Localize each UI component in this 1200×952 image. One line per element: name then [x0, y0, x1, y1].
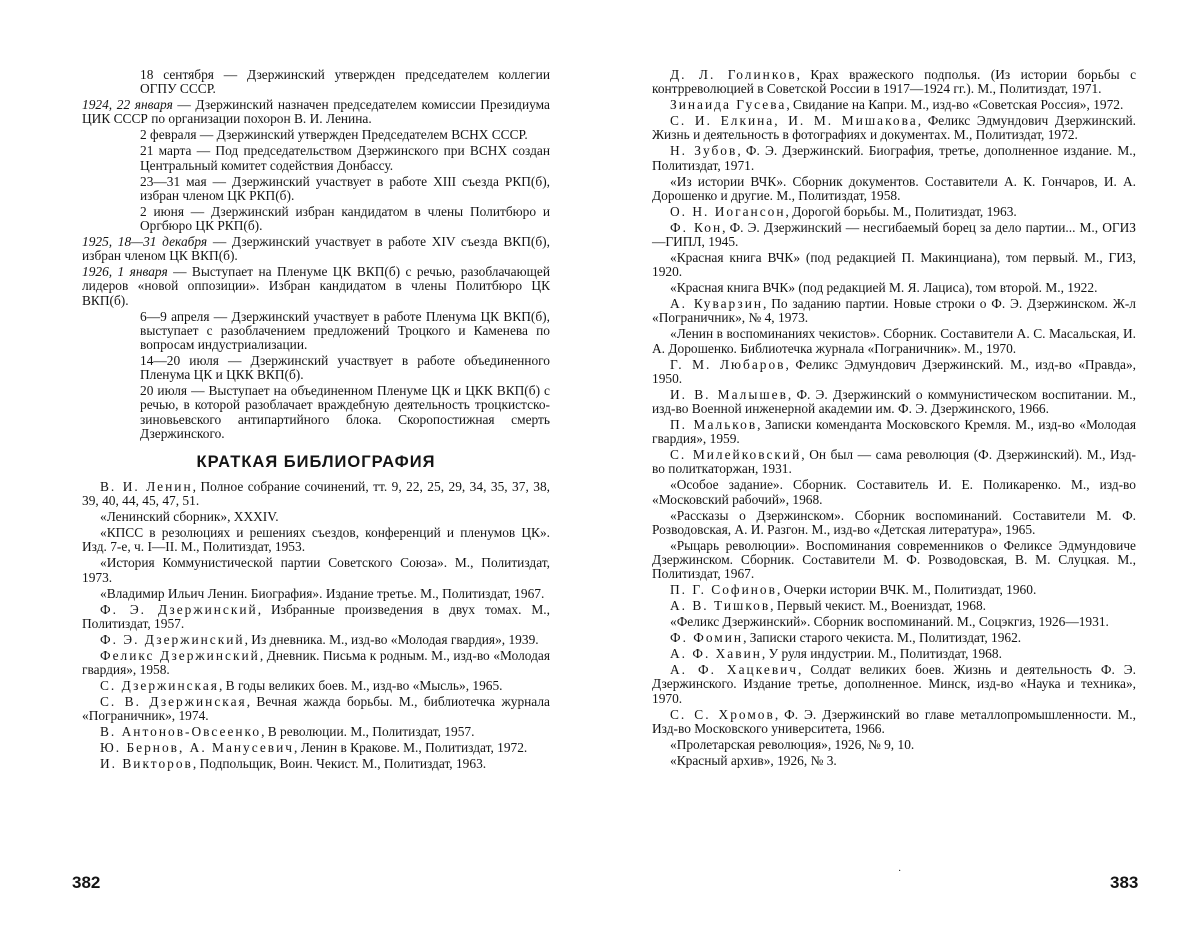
bibliography-text: , Записки коменданта Московского Кремля. М., изд-во «Молодая гвардия», 1959. — [652, 417, 1136, 447]
bibliography-author: А. В. Тишков — [670, 598, 771, 614]
bibliography-entry — [652, 98, 1136, 112]
bibliography-author: Зинаида Гусева — [670, 97, 787, 113]
bibliography-entry — [652, 144, 1136, 172]
bibliography-entry — [82, 695, 550, 723]
bibliography-entry — [652, 708, 1136, 736]
chronology-text: 2 февраля — Дзержинский утвержден Председателем ВСНХ СССР. — [140, 127, 528, 143]
chronology-text: — Дзержинский участвует в работе XIV съезда ВКП(б), избран членом ЦК ВКП(б). — [82, 234, 550, 264]
right-page — [652, 68, 1136, 770]
bibliography-text: , По заданию партии. Новые строки о Ф. Э. Дзержинском. Ж-л «Пограничник», № 4, 1973. — [652, 296, 1136, 326]
chronology-text: 14—20 июля — Дзержинский участвует в работе объединенного Пленума ЦК и ЦКК ВКП(б). — [140, 353, 550, 383]
bibliography-text: , Ф. Э. Дзержинский о коммунистическом воспитании. М., изд-во Военной инженерной академии им. Ф. Э. Дзержинского, 1966. — [652, 386, 1136, 417]
bibliography-author: А. Куварзин — [670, 296, 764, 312]
bibliography-text: , Он был — сама революция (Ф. Дзержинский). М., Изд-во политкаторжан, 1931. — [652, 447, 1136, 477]
chronology-entry — [140, 175, 550, 203]
bibliography-text: «Из истории ВЧК». Сборник документов. Составители А. К. Гончаров, И. А. Дорошенко и другие. М., Политиздат, 1958. — [652, 173, 1136, 203]
bibliography-text: «Владимир Ильич Ленин. Биография». Издание третье. М., Политиздат, 1967. — [100, 585, 545, 601]
bibliography-entry — [82, 725, 550, 739]
bibliography-author: Н. Зубов — [670, 143, 738, 159]
left-page — [82, 68, 550, 773]
bibliography-author: П. Г. Софинов — [670, 582, 777, 598]
chronology-entry — [140, 205, 550, 233]
bibliography-entry — [82, 633, 550, 647]
bibliography-text: , Ленин в Кракове. М., Политиздат, 1972. — [294, 740, 528, 756]
bibliography-text: , Солдат великих боев. Жизнь и деятельность Ф. Э. Дзержинского. Издание третье, дополненное. Минск, изд-во «Наука и техника», 1970. — [652, 662, 1136, 706]
bibliography-text: , Феликс Эдмундович Дзержинский. М., изд-во «Правда», 1950. — [652, 356, 1136, 386]
chronology-text: 18 сентября — Дзержинский утвержден председателем коллегии ОГПУ СССР. — [140, 67, 550, 97]
bibliography-text: , Ф. Э. Дзержинский — несгибаемый борец за дело партии... М., ОГИЗ—ГИПЛ, 1945. — [652, 219, 1136, 250]
bibliography-author: Ф. Э. Дзержинский — [100, 631, 245, 647]
bibliography-text: «Ленин в воспоминаниях чекистов». Сборник. Составители А. С. Масальская, И. А. Дорошенко. Библиотечка журнала «Пограничник». М., 1970. — [652, 326, 1136, 356]
bibliography-entry — [652, 68, 1136, 96]
bibliography-entry — [652, 418, 1136, 446]
bibliography-author: А. Ф. Хавин — [670, 646, 762, 662]
bibliography-text: «Особое задание». Сборник. Составитель И. Е. Поликаренко. М., изд-во «Московский рабочий», 1968. — [652, 477, 1136, 507]
bibliography-author: А. Ф. Хацкевич — [670, 662, 799, 678]
bibliography-text: , Феликс Эдмундович Дзержинский. Жизнь и деятельность в фотографиях и документах. М., Политиздат, 1972. — [652, 113, 1136, 143]
bibliography-entry — [82, 757, 550, 771]
bibliography-text: , Первый чекист. М., Воениздат, 1968. — [770, 598, 986, 614]
bibliography-author: И. В. Малышев — [670, 386, 788, 402]
bibliography-entry — [652, 221, 1136, 249]
bibliography-text: , У руля индустрии. М., Политиздат, 1968. — [761, 646, 1002, 662]
bibliography-author: В. И. Ленин — [100, 479, 193, 495]
bibliography-entry — [82, 679, 550, 693]
bibliography-author: Ф. Кон — [670, 219, 723, 235]
bibliography-author: С. И. Елкина, И. М. Мишакова — [670, 113, 918, 129]
bibliography-right — [652, 68, 1136, 768]
bibliography-left — [82, 480, 550, 771]
bibliography-entry — [82, 480, 550, 508]
bibliography-entry — [652, 663, 1136, 706]
bibliography-text: «Пролетарская революция», 1926, № 9, 10. — [670, 736, 915, 752]
bibliography-text: «Рыцарь революции». Воспоминания современников о Феликсе Эдмундовиче Дзержинском. Сборник. Составители М. Ф. Розводовская, В. М. Слуцкая. М., Политиздат, 1967. — [652, 537, 1136, 582]
chronology-entry — [82, 235, 550, 263]
bibliography-author: В. Антонов-Овсеенко — [100, 724, 262, 740]
bibliography-author: С. Дзержинская — [100, 678, 219, 694]
bibliography-entry — [652, 205, 1136, 219]
bibliography-text: , В революции. М., Политиздат, 1957. — [261, 724, 475, 740]
bibliography-text: «Рассказы о Дзержинском». Сборник воспоминаний. Составители М. Ф. Розводовская, А. И. Разгон. М., изд-во «Детская литература», 1965. — [652, 507, 1136, 537]
bibliography-text: , Полное собрание сочинений, тт. 9, 22, 25, 29, 34, 35, 37, 38, 39, 40, 44, 45, 47, 51. — [82, 479, 550, 509]
bibliography-text: «История Коммунистической партии Советского Союза». М., Политиздат, 1973. — [82, 555, 550, 585]
bibliography-author: Д. Л. Голинков — [670, 67, 797, 82]
bibliography-text: , Вечная жажда борьбы. М., библиотечка журнала «Пограничник», 1974. — [82, 694, 550, 724]
bibliography-entry — [652, 478, 1136, 506]
bibliography-text: , Подпольщик, Воин. Чекист. М., Политиздат, 1963. — [192, 756, 487, 772]
bibliography-author: Ф. Э. Дзержинский — [100, 601, 258, 617]
bibliography-entry — [652, 327, 1136, 355]
bibliography-entry — [652, 281, 1136, 295]
bibliography-entry — [652, 358, 1136, 386]
bibliography-entry — [652, 539, 1136, 582]
bibliography-author: И. Викторов — [100, 756, 193, 772]
page-number-left: 382 — [72, 873, 101, 892]
chronology-entry — [140, 354, 550, 382]
bibliography-author: С. С. Хромов — [670, 706, 775, 722]
bibliography-text: , Дневник. Письма к родным. М., изд-во «Молодая гвардия», 1958. — [82, 647, 550, 678]
bibliography-author: О. Н. Иогансон — [670, 203, 786, 219]
chronology-entry — [140, 144, 550, 172]
bibliography-text: , Записки старого чекиста. М., Политиздат, 1962. — [743, 630, 1022, 646]
bibliography-entry — [652, 615, 1136, 629]
bibliography-author: Феликс Дзержинский — [100, 647, 260, 663]
chronology-text: 2 июня — Дзержинский избран кандидатом в члены Политбюро и Оргбюро ЦК РКП(б). — [140, 203, 550, 234]
bibliography-text: , Избранные произведения в двух томах. М., Политиздат, 1957. — [82, 601, 550, 631]
bibliography-text: «Красная книга ВЧК» (под редакцией М. Я. Лациса), том второй. М., 1922. — [670, 280, 1098, 296]
bibliography-text: , В годы великих боев. М., изд-во «Мысль», 1965. — [218, 678, 503, 694]
bibliography-author: Ф. Фомин — [670, 630, 744, 646]
bibliography-text: , Свидание на Капри. М., изд-во «Советская Россия», 1972. — [786, 97, 1124, 113]
chronology-text: — Выступает на Пленуме ЦК ВКП(б) с речью, разоблачающей лидеров «новой оппозиции». Избран кандидатом в члены Политбюро ЦК ВКП(б). — [82, 264, 550, 308]
bibliography-entry — [652, 175, 1136, 203]
bibliography-entry — [82, 741, 550, 755]
bibliography-entry — [652, 738, 1136, 752]
bibliography-text: «Ленинский сборник», XXXIV. — [100, 509, 279, 525]
bibliography-entry — [82, 587, 550, 601]
chronology-text: 6—9 апреля — Дзержинский участвует в работе Пленума ЦК ВКП(б), выступает с разоблачением предложений Троцкого и Каменева по вопросам индустриализации. — [140, 308, 550, 353]
bibliography-author: С. Милейковский — [670, 447, 802, 463]
bibliography-entry — [652, 114, 1136, 142]
page-number-right: 383 — [1110, 873, 1139, 892]
bibliography-text: , Очерки истории ВЧК. М., Политиздат, 1960. — [776, 582, 1037, 598]
bibliography-entry — [652, 251, 1136, 279]
chronology-text: 21 марта — Под председательством Дзержинского при ВСНХ создан Центральный комитет содействия Донбассу. — [140, 143, 550, 173]
print-speck: · — [898, 866, 902, 877]
chronology-date: 1926, 1 января — [82, 264, 168, 280]
bibliography-author: С. В. Дзержинская — [100, 694, 247, 710]
chronology-date: 1925, 18—31 декабря — [82, 234, 208, 250]
bibliography-text: , Ф. Э. Дзержинский. Биография, третье, дополненное издание. М., Политиздат, 1971. — [652, 143, 1136, 173]
bibliography-entry — [82, 603, 550, 631]
bibliography-text: «КПСС в резолюциях и решениях съездов, конференций и пленумов ЦК». Изд. 7-е, ч. I—II. М., Политиздат, 1953. — [82, 525, 550, 555]
chronology-text: — Дзержинский назначен председателем комиссии Президиума ЦИК СССР по организации похорон В. И. Ленина. — [82, 97, 550, 127]
bibliography-entry — [652, 583, 1136, 597]
bibliography-entry — [652, 388, 1136, 416]
bibliography-author: П. Мальков — [670, 417, 758, 433]
bibliography-author: Г. М. Любаров — [670, 356, 786, 372]
chronology-date: 1924, 22 января — [82, 97, 173, 113]
section-title: КРАТКАЯ БИБЛИОГРАФИЯ — [196, 453, 436, 472]
chronology-text: 23—31 мая — Дзержинский участвует в работе XIII съезда РКП(б), избран членом ЦК РКП(б). — [140, 173, 550, 203]
bibliography-text: «Красный архив», 1926, № 3. — [670, 752, 837, 768]
bibliography-entry — [652, 509, 1136, 537]
bibliography-text: , Дорогой борьбы. М., Политиздат, 1963. — [785, 203, 1017, 219]
chronology-entry — [82, 98, 550, 126]
bibliography-text: «Феликс Дзержинский». Сборник воспоминаний. М., Соцэкгиз, 1926—1931. — [670, 614, 1109, 630]
chronology-entry — [140, 384, 550, 441]
bibliography-entry — [652, 631, 1136, 645]
bibliography-entry — [82, 510, 550, 524]
bibliography-text: , Ф. Э. Дзержинский во главе металлопромышленности. М., Изд-во Московского университета, 1966. — [652, 706, 1136, 736]
bibliography-author: Ю. Бернов, А. Манусевич — [100, 740, 295, 756]
bibliography-entry — [652, 754, 1136, 768]
bibliography-text: , Из дневника. М., изд-во «Молодая гвардия», 1939. — [244, 631, 539, 647]
bibliography-entry — [82, 649, 550, 677]
bibliography-entry — [652, 647, 1136, 661]
bibliography-entry — [652, 297, 1136, 325]
bibliography-text: «Красная книга ВЧК» (под редакцией П. Макинциана), том первый. М., ГИЗ, 1920. — [652, 250, 1136, 280]
chronology-entry — [140, 68, 550, 96]
bibliography-entry — [652, 599, 1136, 613]
bibliography-entry — [82, 526, 550, 554]
bibliography-entry — [82, 556, 550, 584]
chronology-entry — [140, 128, 550, 142]
chronology-entry — [82, 265, 550, 308]
chronology — [82, 68, 550, 441]
chronology-entry — [140, 310, 550, 353]
chronology-text: 20 июля — Выступает на объединенном Пленуме ЦК и ЦКК ВКП(б) с речью, в которой разоблачает враждебную деятельность троцкистско-зиновьевского антипартийного блока. Скоропостижная смерть Дзержинского. — [140, 383, 550, 441]
bibliography-text: , Крах вражеского подполья. (Из истории борьбы с контрреволюцией в Советской России в 1917—1924 гг.). М., Политиздат, 1971. — [652, 67, 1137, 97]
bibliography-entry — [652, 448, 1136, 476]
